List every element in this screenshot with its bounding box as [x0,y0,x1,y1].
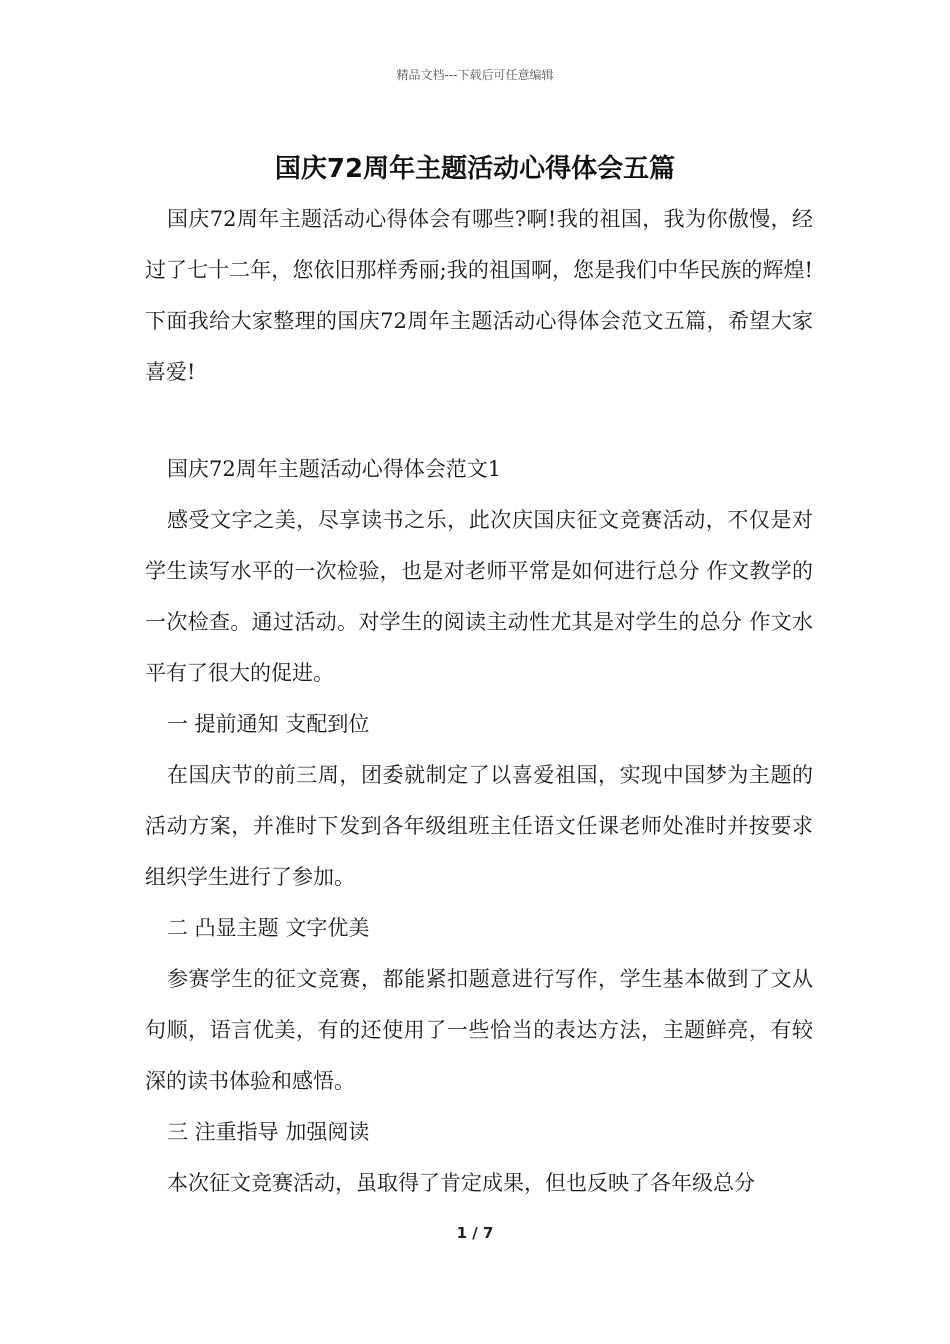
page-indicator: 1 / 7 [456,1224,494,1242]
intro-paragraph: 国庆72周年主题活动心得体会有哪些?啊!我的祖国，我为你傲慢，经过了七十二年，您依旧那样秀丽;我的祖国啊，您是我们中华民族的辉煌!下面我给大家整理的国庆72周年主题活动心得体会范文五篇，希望大家喜爱! [145,207,813,384]
paragraph-3: 参赛学生的征文竞赛，都能紧扣题意进行写作，学生基本做到了文从句顺，语言优美，有的还使用了一些恰当的表达方法，主题鲜亮，有较深的读书体验和感悟。 [145,967,813,1093]
paragraph-4: 本次征文竞赛活动，虽取得了肯定成果，但也反映了各年级总分 [167,1171,755,1195]
paragraph-1: 感受文字之美，尽享读书之乐，此次庆国庆征文竞赛活动，不仅是对学生读写水平的一次检验，也是对老师平常是如何进行总分 作文教学的一次检查。通过活动。对学生的阅读主动性尤其是对学生的总分 作文水平有了很大的促进。 [145,508,813,685]
article-body [145,444,813,1209]
subheading-3: 三 注重指导 加强阅读 [167,1120,370,1144]
document-title: 国庆72周年主题活动心得体会五篇 [274,154,676,184]
subheading-2: 二 凸显主题 文字优美 [167,916,370,940]
section-title: 国庆72周年主题活动心得体会范文1 [167,457,502,481]
subheading-1: 一 提前通知 支配到位 [167,712,370,736]
paragraph-2: 在国庆节的前三周，团委就制定了以喜爱祖国，实现中国梦为主题的活动方案，并准时下发到各年级组班主任语文任课老师处准时并按要求组织学生进行了参加。 [145,763,813,889]
header-note: 精品文档---下载后可任意编辑 [396,68,554,82]
intro-block [145,194,813,398]
